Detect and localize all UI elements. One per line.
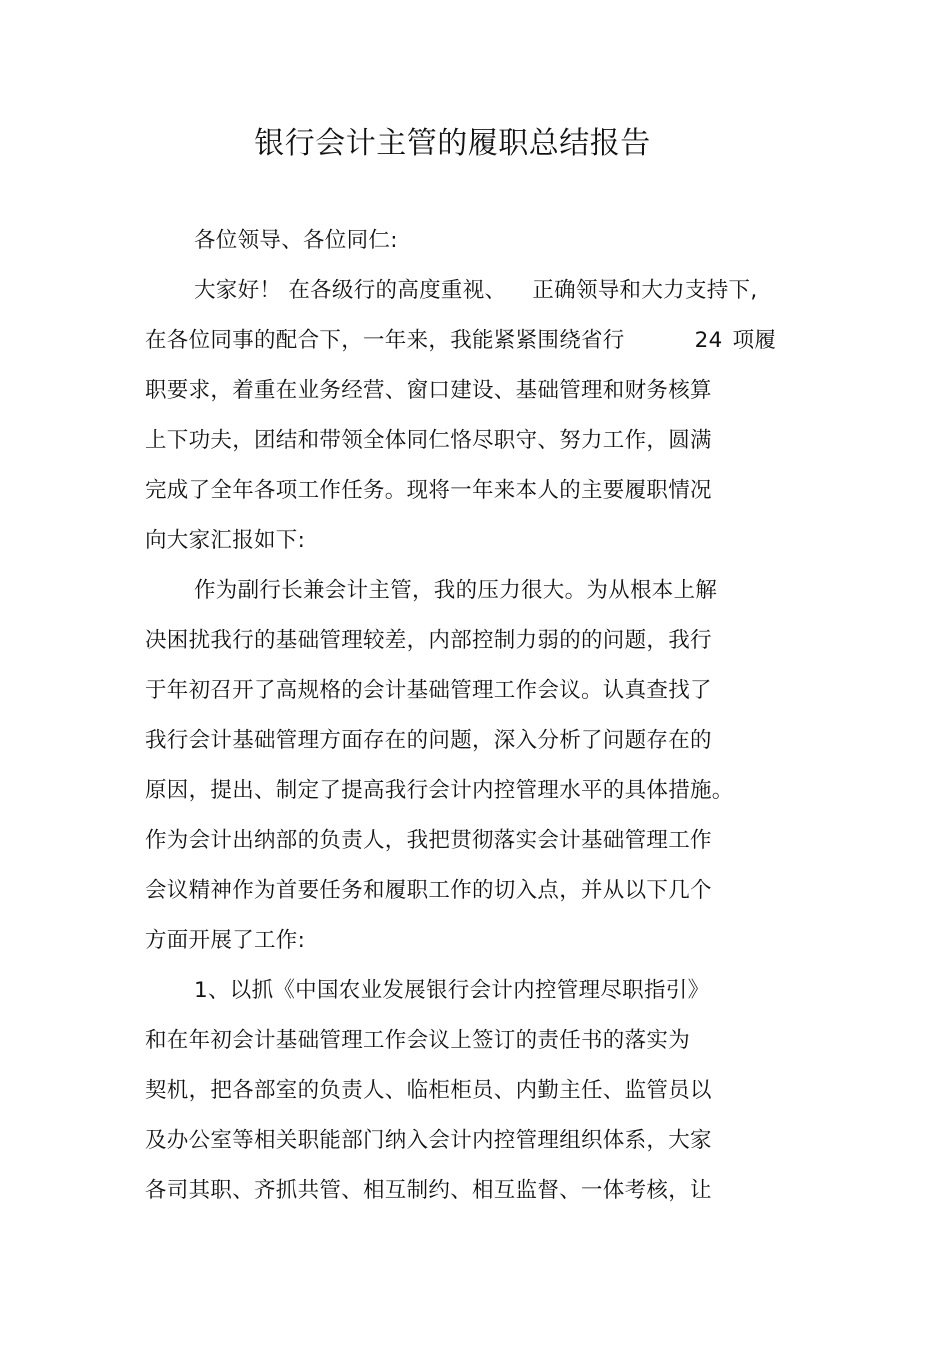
paragraph-line: 我行会计基础管理方面存在的问题，深入分析了问题存在的	[145, 728, 712, 753]
paragraph-line: 方面开展了工作:	[145, 928, 306, 953]
paragraph-line: 及办公室等相关职能部门纳入会计内控管理组织体系，大家	[145, 1128, 712, 1153]
paragraph-line: 作为副行长兼会计主管，我的压力很大。为从根本上解	[194, 578, 718, 603]
paragraph-line: 决困扰我行的基础管理较差，内部控制力弱的的问题，我行	[145, 628, 712, 653]
document-title: 银行会计主管的履职总结报告	[254, 126, 651, 161]
salutation-line: 各位领导、各位同仁:	[194, 228, 398, 253]
paragraph-line: 和在年初会计基础管理工作会议上签订的责任书的落实为	[145, 1028, 691, 1053]
text-segment: 项履	[732, 328, 777, 353]
paragraph-line: 会议精神作为首要任务和履职工作的切入点，并从以下几个	[145, 878, 712, 903]
paragraph-line: 上下功夫，团结和带领全体同仁恪尽职守、努力工作，圆满	[145, 428, 712, 453]
paragraph-line: 向大家汇报如下:	[145, 528, 306, 553]
text-segment: 正确领导和大力支持下,	[532, 278, 758, 303]
paragraph-line: 作为会计出纳部的负责人，我把贯彻落实会计基础管理工作	[145, 828, 712, 853]
paragraph-line	[145, 326, 776, 356]
paragraph-line: 职要求，着重在业务经营、窗口建设、基础管理和财务核算	[145, 378, 712, 403]
paragraph-line: 契机，把各部室的负责人、临柜柜员、内勤主任、监管员以	[145, 1078, 712, 1103]
paragraph-line: 完成了全年各项工作任务。现将一年来本人的主要履职情况	[145, 478, 712, 503]
paragraph-line: 原因，提出、制定了提高我行会计内控管理水平的具体措施。	[145, 778, 734, 803]
text-segment: 大家好！ 在各级行的高度重视、	[194, 278, 507, 303]
text-segment: 在各位同事的配合下，一年来，我能紧紧围绕省行	[145, 328, 625, 353]
paragraph-line: 1、以抓《中国农业发展银行会计内控管理尽职指引》	[194, 978, 710, 1003]
paragraph-line	[194, 276, 757, 306]
paragraph-line: 于年初召开了高规格的会计基础管理工作会议。认真查找了	[145, 678, 712, 703]
paragraph-line: 各司其职、齐抓共管、相互制约、相互监督、一体考核，让	[145, 1178, 712, 1203]
number-segment: 24	[694, 328, 723, 353]
